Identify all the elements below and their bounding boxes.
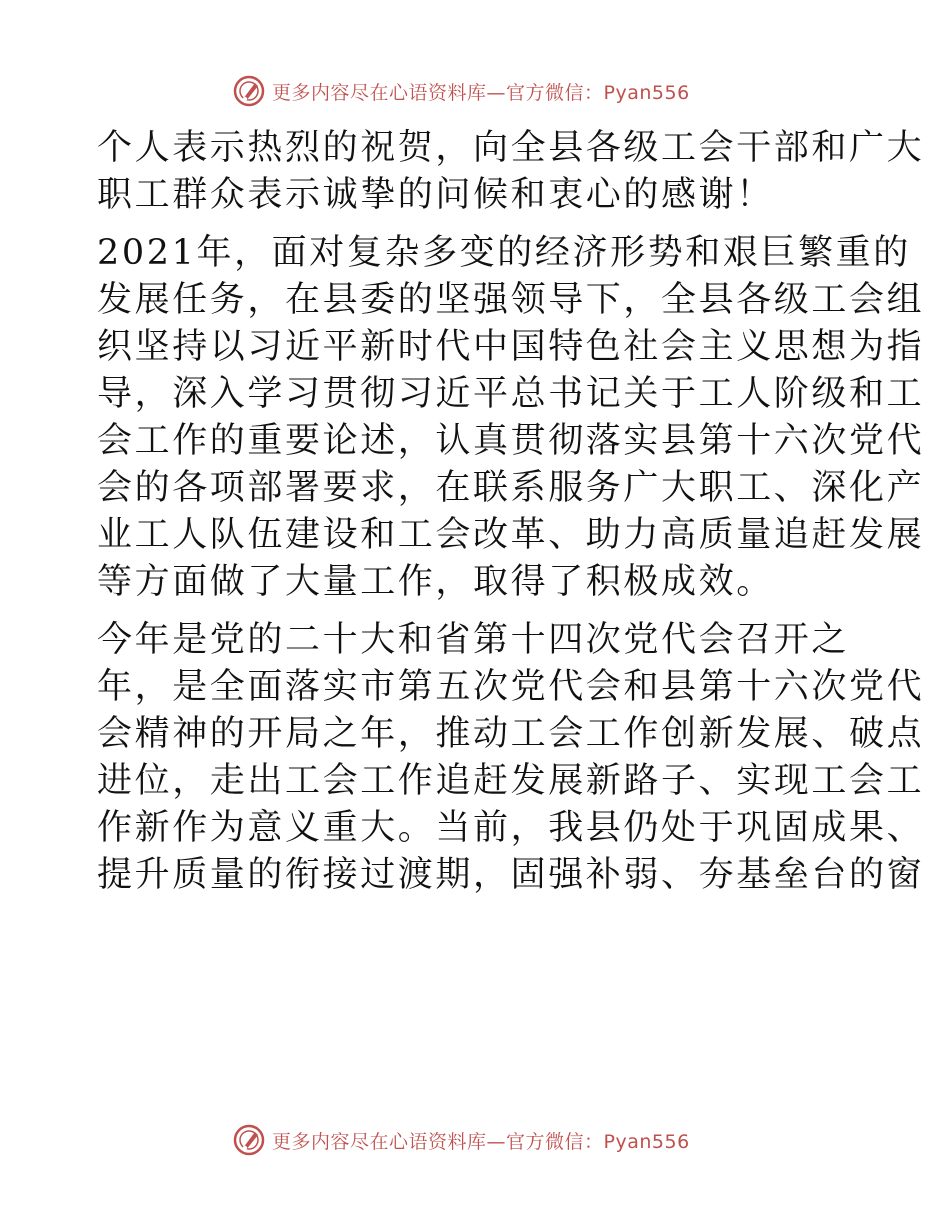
paragraph <box>97 617 925 899</box>
text-line: 年，是全面落实市第五次党代会和县第十六次党代 <box>97 667 925 707</box>
paragraph <box>97 230 925 606</box>
footer-watermark <box>232 1122 690 1158</box>
text-line: 导，深入学习贯彻习近平总书记关于工人阶级和工 <box>97 374 925 414</box>
text-line: 业工人队伍建设和工会改革、助力高质量追赶发展 <box>97 515 925 555</box>
pen-nib-logo-icon <box>232 74 266 108</box>
text-line: 职工群众表示诚挚的问候和衷心的感谢！ <box>97 175 774 215</box>
text-line: 织坚持以习近平新时代中国特色社会主义思想为指 <box>97 327 925 367</box>
paragraph <box>97 125 925 219</box>
header-watermark-text: 更多内容尽在心语资料库—官方微信：Pyan556 <box>272 81 690 104</box>
header-watermark <box>232 73 690 109</box>
text-line: 等方面做了大量工作，取得了积极成效。 <box>97 562 774 602</box>
text-line: 进位，走出工会工作追赶发展新路子、实现工会工 <box>97 761 925 801</box>
document-body <box>97 125 925 899</box>
text-line: 个人表示热烈的祝贺，向全县各级工会干部和广大 <box>97 128 925 168</box>
footer-watermark-text: 更多内容尽在心语资料库—官方微信：Pyan556 <box>272 1130 690 1153</box>
text-line: 会工作的重要论述，认真贯彻落实县第十六次党代 <box>97 421 925 461</box>
text-line: 2021年，面对复杂多变的经济形势和艰巨繁重的 <box>97 233 911 273</box>
pen-nib-logo-icon <box>232 1123 266 1157</box>
text-line: 今年是党的二十大和省第十四次党代会召开之 <box>97 620 850 660</box>
text-line: 会的各项部署要求，在联系服务广大职工、深化产 <box>97 468 925 508</box>
text-line: 会精神的开局之年，推动工会工作创新发展、破点 <box>97 714 925 754</box>
text-line: 发展任务，在县委的坚强领导下，全县各级工会组 <box>97 280 925 320</box>
text-line: 作新作为意义重大。当前，我县仍处于巩固成果、 <box>97 808 925 848</box>
text-line: 提升质量的衔接过渡期，固强补弱、夯基垒台的窗 <box>97 855 925 895</box>
